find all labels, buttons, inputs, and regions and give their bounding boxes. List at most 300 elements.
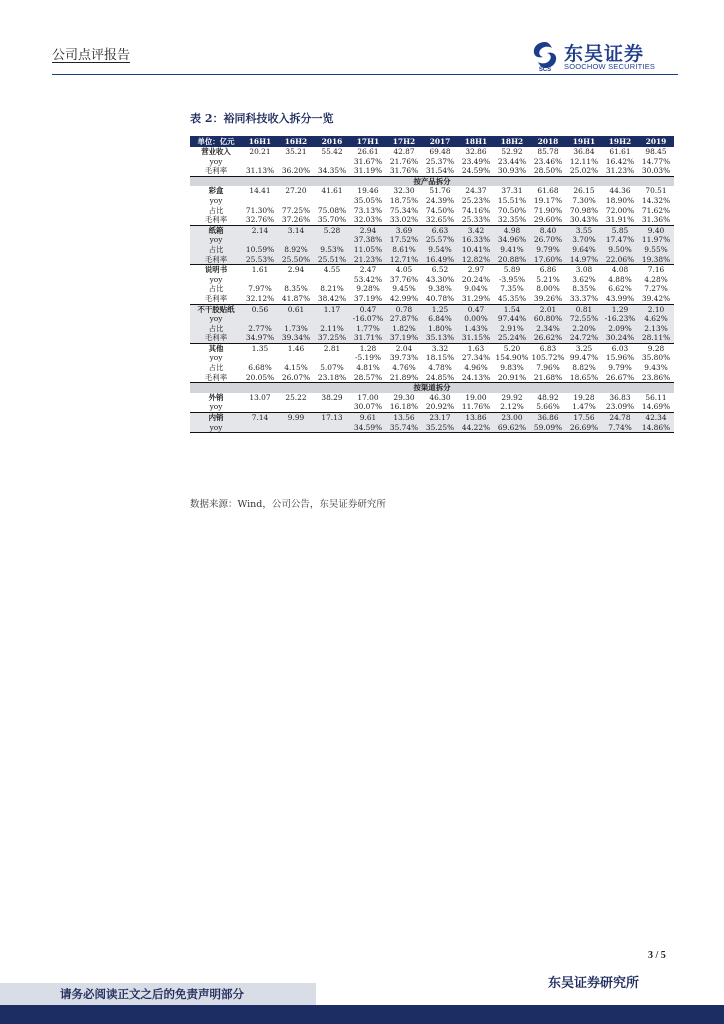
table-cell: 21.23%: [350, 255, 386, 265]
table-cell: 19.00: [465, 392, 487, 402]
table-cell: 42.99%: [386, 294, 422, 304]
row-label: yoy: [209, 353, 223, 363]
row-label: 占比: [208, 205, 224, 215]
row-label: 占比: [190, 324, 242, 334]
brand-block: [528, 38, 678, 72]
table-cell: 6.68%: [248, 363, 272, 373]
table-cell: 2.10: [638, 304, 674, 314]
table-cell: 1.43%: [458, 324, 494, 334]
table-cell: 15.51%: [497, 195, 527, 205]
table-cell: 44.22%: [458, 423, 494, 433]
table-row: [190, 373, 674, 383]
table-cell: 1.77%: [350, 324, 386, 334]
table-row: [190, 402, 674, 412]
table-cell: 69.48: [429, 147, 451, 156]
table-cell: 32.03%: [350, 215, 386, 225]
table-cell: 29.60%: [530, 215, 566, 225]
table-cell: 40.78%: [422, 294, 458, 304]
table-cell: 13.86: [458, 413, 494, 423]
header-period-cell: 19H1: [566, 136, 602, 147]
header-period-cell: 17H2: [386, 136, 422, 147]
table-cell: 6.63: [422, 225, 458, 235]
table-cell: 25.51%: [314, 255, 350, 265]
table-cell: [278, 157, 314, 167]
table-cell: [242, 402, 278, 412]
table-cell: 71.62%: [641, 205, 671, 215]
table-cell: 2.97: [467, 265, 485, 275]
source-note: 数据来源：Wind，公司公告，东吴证券研究所: [190, 499, 386, 510]
table-cell: 2.14: [242, 225, 278, 235]
table-cell: 17.13: [314, 413, 350, 423]
table-cell: 39.73%: [389, 353, 419, 363]
table-cell: 24.59%: [458, 166, 494, 176]
table-cell: 26.07%: [278, 373, 314, 383]
table-cell: 35.74%: [386, 423, 422, 433]
table-cell: 22.06%: [602, 255, 638, 265]
table-cell: 0.56: [242, 304, 278, 314]
table-cell: 31.19%: [350, 166, 386, 176]
table-cell: 0.47: [350, 304, 386, 314]
table-cell: 3.25: [575, 343, 593, 353]
table-cell: [314, 275, 350, 285]
table-cell: 70.98%: [569, 205, 599, 215]
table-cell: 85.78: [537, 147, 559, 156]
table-cell: 25.22: [285, 392, 307, 402]
table-cell: 56.11: [645, 392, 667, 402]
row-label: 彩盒: [208, 186, 224, 196]
table-cell: 36.84: [573, 147, 595, 156]
table-cell: [314, 196, 350, 206]
table-cell: 35.80%: [641, 353, 671, 363]
table-cell: 16.42%: [605, 156, 635, 166]
section-label: 按产品拆分: [190, 176, 674, 186]
table-cell: 6.84%: [422, 314, 458, 324]
table-cell: 36.20%: [278, 166, 314, 176]
table-cell: 2.94: [287, 265, 305, 275]
table-cell: [314, 314, 350, 324]
table-cell: 7.14: [242, 413, 278, 423]
table-cell: 12.71%: [386, 255, 422, 265]
table-cell: 30.24%: [602, 333, 638, 343]
table-cell: 46.30: [429, 392, 451, 402]
table-cell: 31.71%: [350, 333, 386, 343]
table-cell: 20.91%: [494, 373, 530, 383]
table-cell: 5.28: [314, 225, 350, 235]
table-cell: 29.92: [501, 392, 523, 402]
table-cell: 2.77%: [242, 324, 278, 334]
table-cell: 7.27%: [644, 284, 668, 294]
table-cell: 1.46: [287, 343, 305, 353]
table-cell: 8.92%: [278, 245, 314, 255]
table-cell: [278, 402, 314, 412]
table-cell: 5.20: [503, 343, 521, 353]
footer-bar-dark: [0, 1005, 724, 1024]
table-cell: 17.56: [566, 413, 602, 423]
table-cell: [314, 402, 350, 412]
header-unit-cell: 单位：亿元: [190, 136, 242, 147]
table-cell: 21.89%: [386, 373, 422, 383]
table-row: [190, 225, 674, 235]
table-cell: 8.40: [530, 225, 566, 235]
table-cell: 9.61: [350, 413, 386, 423]
table-row: [190, 245, 674, 255]
table-cell: 26.61: [357, 147, 379, 156]
table-cell: 14.97%: [566, 255, 602, 265]
table-cell: 9.28: [647, 343, 665, 353]
table-cell: 39.42%: [638, 294, 674, 304]
table-cell: 69.62%: [494, 423, 530, 433]
table-cell: 4.96%: [464, 363, 488, 373]
table-cell: 15.96%: [605, 353, 635, 363]
table-cell: 27.20: [285, 186, 307, 196]
table-cell: 72.55%: [566, 314, 602, 324]
table-cell: 1.28: [359, 343, 377, 353]
header-period-cell: 16H2: [278, 136, 314, 147]
table-cell: 3.42: [458, 225, 494, 235]
table-cell: 61.61: [609, 147, 631, 156]
table-cell: 1.35: [251, 343, 269, 353]
table-cell: 2.01: [530, 304, 566, 314]
header-period-cell: 18H2: [494, 136, 530, 147]
header-period-cell: 2016: [314, 136, 350, 147]
footer-bar: [0, 983, 724, 1024]
table-cell: 19.38%: [638, 255, 674, 265]
table-cell: 18.90%: [605, 195, 635, 205]
row-label: 占比: [208, 284, 224, 294]
table-cell: 16.49%: [422, 255, 458, 265]
table-row: [190, 186, 674, 196]
table-row: [190, 284, 674, 294]
table-cell: 99.47%: [569, 353, 599, 363]
table-cell: 8.21%: [320, 284, 344, 294]
table-cell: 27.87%: [386, 314, 422, 324]
table-cell: [242, 157, 278, 167]
table-cell: 30.93%: [494, 166, 530, 176]
table-cell: 23.18%: [314, 373, 350, 383]
row-label: 毛利率: [190, 255, 242, 265]
table-cell: 23.49%: [461, 156, 491, 166]
table-cell: 9.64%: [566, 245, 602, 255]
table-cell: 6.03: [611, 343, 629, 353]
table-cell: 6.86: [539, 265, 557, 275]
table-cell: 11.76%: [458, 402, 494, 412]
row-label: 内销: [190, 413, 242, 423]
section-label: 按渠道拆分: [190, 383, 674, 393]
table-cell: 13.07: [249, 392, 271, 402]
table-cell: 30.43%: [566, 215, 602, 225]
table-cell: 23.44%: [497, 156, 527, 166]
table-cell: 18.75%: [389, 195, 419, 205]
table-cell: 32.30: [393, 186, 415, 196]
table-cell: 3.32: [431, 343, 449, 353]
table-row: [190, 235, 674, 245]
table-cell: 17.60%: [530, 255, 566, 265]
table-row: [190, 314, 674, 324]
table-cell: 53.42%: [353, 274, 383, 284]
table-cell: 33.02%: [386, 215, 422, 225]
table-cell: 2.09%: [602, 324, 638, 334]
table-cell: 25.24%: [494, 333, 530, 343]
row-label: 不干胶贴纸: [190, 304, 242, 314]
table-row: [190, 147, 674, 157]
table-cell: 31.91%: [602, 215, 638, 225]
table-cell: 28.11%: [638, 333, 674, 343]
table-cell: 33.37%: [566, 294, 602, 304]
table-cell: 1.29: [602, 304, 638, 314]
table-cell: 14.77%: [641, 156, 671, 166]
table-cell: 32.86: [465, 147, 487, 156]
table-cell: 75.34%: [389, 205, 419, 215]
table-cell: 27.34%: [461, 353, 491, 363]
table-cell: 37.31: [501, 186, 523, 196]
table-cell: 0.61: [278, 304, 314, 314]
table-row: [190, 363, 674, 373]
table-cell: 5.66%: [530, 402, 566, 412]
table-cell: 38.29: [321, 392, 343, 402]
section-row: [190, 383, 674, 393]
report-type-label: 公司点评报告: [52, 48, 131, 63]
table-cell: 19.46: [357, 186, 379, 196]
table-cell: 8.35%: [572, 284, 596, 294]
table-cell: 26.15: [573, 186, 595, 196]
table-cell: [278, 423, 314, 433]
table-cell: 7.35%: [500, 284, 524, 294]
table-cell: 30.03%: [638, 166, 674, 176]
table-cell: 4.88%: [608, 274, 632, 284]
table-cell: [242, 235, 278, 245]
table-cell: 31.36%: [638, 215, 674, 225]
table-cell: 44.36: [609, 186, 631, 196]
table-cell: 42.87: [393, 147, 415, 156]
table-cell: 9.79%: [608, 363, 632, 373]
table-cell: 6.83: [539, 343, 557, 353]
row-label: 占比: [208, 363, 224, 373]
table-cell: 9.41%: [494, 245, 530, 255]
table-cell: 51.76: [429, 186, 451, 196]
table-cell: [314, 157, 350, 167]
table-cell: 25.23%: [461, 195, 491, 205]
table-cell: 17.52%: [386, 235, 422, 245]
table-cell: 0.00%: [458, 314, 494, 324]
table-cell: 72.00%: [605, 205, 635, 215]
header-period-cell: 19H2: [602, 136, 638, 147]
table-cell: 31.67%: [353, 156, 383, 166]
header-rule: [52, 74, 678, 75]
table-cell: 9.54%: [422, 245, 458, 255]
table-cell: 32.12%: [242, 294, 278, 304]
row-label: 说明书: [204, 265, 228, 275]
table-cell: 2.12%: [494, 402, 530, 412]
row-label: yoy: [190, 235, 242, 245]
table-cell: 9.43%: [644, 363, 668, 373]
table-row: [190, 275, 674, 285]
table-cell: 4.08: [611, 265, 629, 275]
table-cell: 0.47: [458, 304, 494, 314]
table-cell: 74.50%: [425, 205, 455, 215]
table-cell: 25.53%: [242, 255, 278, 265]
table-cell: 9.38%: [428, 284, 452, 294]
table-cell: 31.54%: [422, 166, 458, 176]
table-cell: 4.98: [494, 225, 530, 235]
table-cell: 28.57%: [350, 373, 386, 383]
table-cell: 32.76%: [242, 215, 278, 225]
table-cell: 43.30%: [425, 274, 455, 284]
table-cell: 2.47: [359, 265, 377, 275]
table-cell: 9.45%: [392, 284, 416, 294]
table-cell: 105.72%: [531, 353, 565, 363]
table-cell: 7.97%: [248, 284, 272, 294]
table-cell: 1.25: [422, 304, 458, 314]
table-cell: 25.50%: [278, 255, 314, 265]
table-cell: 10.59%: [242, 245, 278, 255]
row-label: 毛利率: [190, 373, 242, 383]
table-cell: 32.35%: [494, 215, 530, 225]
table-cell: 2.81: [323, 343, 341, 353]
table-cell: 31.23%: [602, 166, 638, 176]
table-cell: 14.32%: [641, 195, 671, 205]
table-cell: 26.69%: [566, 423, 602, 433]
table-cell: -16.23%: [602, 314, 638, 324]
table-cell: 3.14: [278, 225, 314, 235]
table-cell: 4.81%: [356, 363, 380, 373]
table-cell: 43.99%: [602, 294, 638, 304]
table-cell: 20.21: [249, 147, 271, 156]
table-cell: 26.62%: [530, 333, 566, 343]
table-cell: 9.83%: [500, 363, 524, 373]
table-row: [190, 265, 674, 275]
table-cell: [278, 196, 314, 206]
table-cell: 18.15%: [425, 353, 455, 363]
table-cell: 24.39%: [425, 195, 455, 205]
table-cell: 35.70%: [314, 215, 350, 225]
table-cell: 8.61%: [386, 245, 422, 255]
table-cell: 23.00: [494, 413, 530, 423]
table-cell: 70.51: [645, 186, 667, 196]
table-row: [190, 324, 674, 334]
table-cell: 9.40: [638, 225, 674, 235]
table-row: [190, 393, 674, 403]
table-cell: 75.08%: [317, 205, 347, 215]
table-cell: 16.33%: [458, 235, 494, 245]
row-label: yoy: [190, 423, 242, 433]
table-title: 表 2：裕同科技收入拆分一览: [190, 112, 334, 125]
table-cell: 9.28%: [356, 284, 380, 294]
table-cell: 10.41%: [458, 245, 494, 255]
page-number: 3 / 5: [648, 950, 666, 961]
table-cell: 6.62%: [608, 284, 632, 294]
table-cell: 2.04: [395, 343, 413, 353]
table-cell: 48.92: [537, 392, 559, 402]
table-cell: 35.25%: [422, 423, 458, 433]
table-cell: 38.42%: [314, 294, 350, 304]
row-label: 营业收入: [201, 147, 231, 156]
table-cell: 9.53%: [314, 245, 350, 255]
table-cell: 52.92: [501, 147, 523, 156]
table-cell: 1.63: [467, 343, 485, 353]
table-cell: 6.52: [431, 265, 449, 275]
table-cell: 12.82%: [458, 255, 494, 265]
table-cell: 59.09%: [530, 423, 566, 433]
table-cell: 26.67%: [602, 373, 638, 383]
footer-firm-name: 东吴证券研究所: [548, 976, 640, 991]
table-cell: [314, 235, 350, 245]
table-cell: [242, 353, 278, 363]
table-cell: 1.61: [251, 265, 269, 275]
brand-name-cn: 东吴证券: [564, 43, 645, 65]
table-row: [190, 215, 674, 225]
table-cell: 3.55: [566, 225, 602, 235]
table-cell: [314, 353, 350, 363]
table-cell: 25.57%: [422, 235, 458, 245]
table-header-row: [190, 136, 674, 147]
table-cell: 37.19%: [386, 333, 422, 343]
table-cell: 2.91%: [494, 324, 530, 334]
table-cell: 37.26%: [278, 215, 314, 225]
table-cell: 98.45: [645, 147, 667, 156]
table-cell: 5.07%: [320, 363, 344, 373]
row-label: yoy: [209, 156, 223, 166]
table-cell: 20.05%: [242, 373, 278, 383]
header-period-cell: 2017: [422, 136, 458, 147]
table-cell: 2.20%: [566, 324, 602, 334]
row-label: 毛利率: [190, 294, 242, 304]
table-cell: -16.07%: [350, 314, 386, 324]
table-cell: 31.76%: [386, 166, 422, 176]
table-cell: 5.89: [503, 265, 521, 275]
table-cell: 9.79%: [530, 245, 566, 255]
table-cell: 14.86%: [638, 423, 674, 433]
table-cell: 1.17: [314, 304, 350, 314]
table-cell: 4.28%: [644, 274, 668, 284]
table-cell: 61.68: [537, 186, 559, 196]
table-cell: 1.82%: [386, 324, 422, 334]
row-label: 占比: [190, 245, 242, 255]
table-cell: 31.13%: [242, 166, 278, 176]
table-cell: 35.21: [285, 147, 307, 156]
table-cell: 0.81: [566, 304, 602, 314]
table-cell: 19.28: [573, 392, 595, 402]
table-cell: 35.05%: [353, 195, 383, 205]
table-cell: 5.21%: [536, 274, 560, 284]
table-cell: 21.68%: [530, 373, 566, 383]
table-row: [190, 423, 674, 433]
table-row: [190, 353, 674, 363]
table-cell: 0.78: [386, 304, 422, 314]
table-cell: 71.90%: [533, 205, 563, 215]
table-cell: 3.08: [575, 265, 593, 275]
table-cell: 4.05: [395, 265, 413, 275]
table-cell: -5.19%: [355, 353, 381, 363]
row-label: yoy: [209, 274, 223, 284]
revenue-breakdown-table: [190, 136, 674, 433]
table-cell: 26.70%: [530, 235, 566, 245]
brand-name-en: SOOCHOW SECURITIES: [564, 62, 656, 71]
table-cell: 13.56: [386, 413, 422, 423]
table-cell: -3.95%: [499, 274, 525, 284]
table-cell: 20.92%: [422, 402, 458, 412]
header-period-cell: 18H1: [458, 136, 494, 147]
table-cell: 74.16%: [461, 205, 491, 215]
table-cell: 41.87%: [278, 294, 314, 304]
table-cell: 73.13%: [353, 205, 383, 215]
table-row: [190, 304, 674, 314]
row-label: 外销: [208, 392, 224, 402]
table-cell: 34.96%: [494, 235, 530, 245]
table-cell: 8.82%: [572, 363, 596, 373]
table-cell: 35.13%: [422, 333, 458, 343]
table-cell: 37.38%: [350, 235, 386, 245]
table-cell: 39.26%: [530, 294, 566, 304]
